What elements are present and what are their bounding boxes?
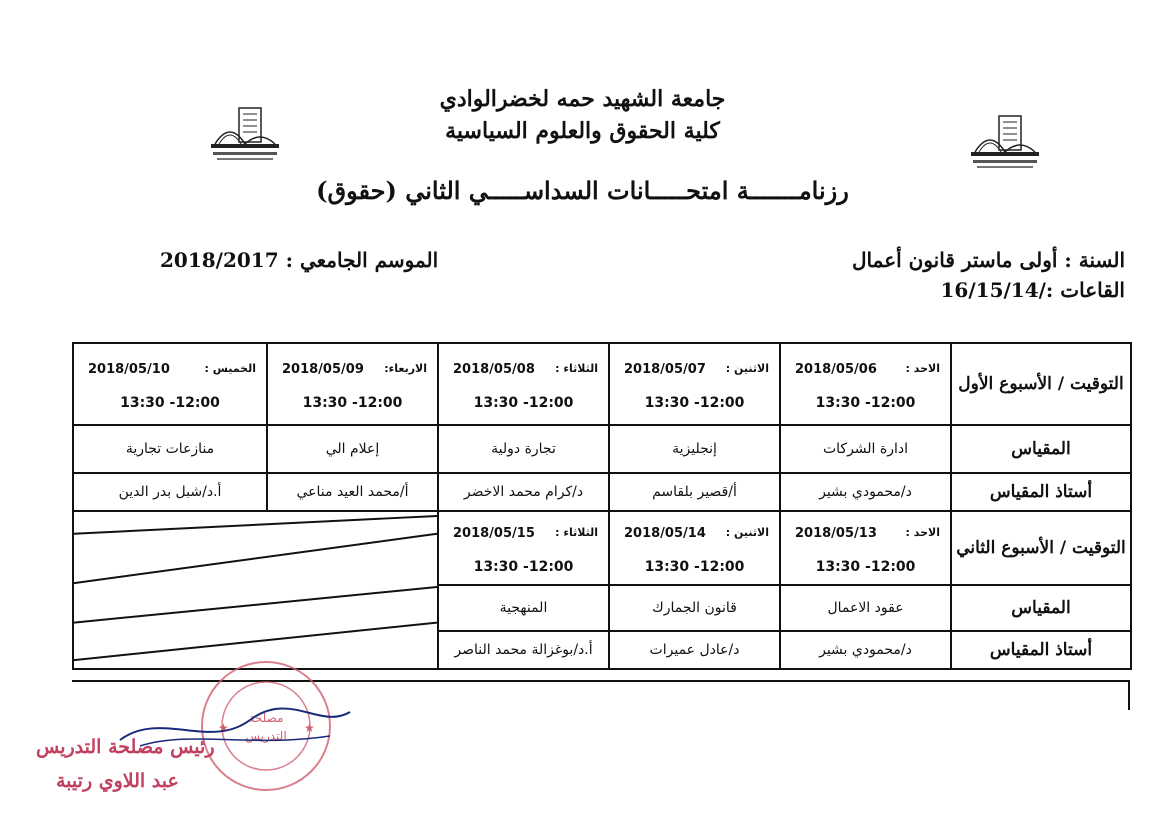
crossed-out-cells — [73, 511, 438, 669]
table-row — [73, 425, 1131, 473]
day-date: 2018/05/07 — [624, 361, 706, 377]
day-name: الخميس : — [204, 361, 256, 375]
row-label-week2: التوقيت / الأسبوع الثاني — [951, 511, 1131, 585]
professor-cell: أ.د/بوغزالة محمد الناصر — [438, 631, 609, 669]
day-date: 2018/05/08 — [453, 361, 535, 377]
day-cell — [438, 343, 609, 425]
row-label-week1: التوقيت / الأسبوع الأول — [951, 343, 1131, 425]
day-time: 13:30 -12:00 — [815, 558, 916, 575]
day-cell — [267, 343, 438, 425]
signature-title: رئيس مصلحة التدريس — [36, 736, 215, 758]
day-date: 2018/05/10 — [88, 361, 170, 377]
row-label-professor: أستاذ المقياس — [951, 631, 1131, 669]
exam-rooms: القاعات :/16/15/14 — [940, 278, 1125, 302]
day-name: الاحد : — [905, 525, 940, 539]
subject-cell: إنجليزية — [609, 425, 780, 473]
professor-cell: د/محمودي بشير — [780, 631, 951, 669]
day-date: 2018/05/09 — [282, 361, 364, 377]
table-row — [73, 343, 1131, 425]
table-row — [73, 473, 1131, 511]
day-time: 13:30 -12:00 — [120, 394, 220, 411]
day-time: 13:30 -12:00 — [473, 394, 574, 411]
subject-cell: قانون الجمارك — [609, 585, 780, 631]
day-time: 13:30 -12:00 — [644, 558, 745, 575]
professor-cell: د/عادل عميرات — [609, 631, 780, 669]
day-name: الثلاثاء : — [555, 525, 598, 539]
day-cell — [609, 343, 780, 425]
subject-cell: عقود الاعمال — [780, 585, 951, 631]
professor-cell: د/محمودي بشير — [780, 473, 951, 511]
row-label-subject: المقياس — [951, 585, 1131, 631]
professor-cell: أ.د/شبل بدر الدين — [73, 473, 267, 511]
day-name: الثلاثاء : — [555, 361, 598, 375]
svg-text:مصلحة: مصلحة — [248, 711, 284, 725]
day-cell — [609, 511, 780, 585]
professor-cell: د/كرام محمد الاخضر — [438, 473, 609, 511]
day-cell — [780, 511, 951, 585]
svg-text:التدريس: التدريس — [245, 729, 287, 743]
day-time: 13:30 -12:00 — [815, 394, 916, 411]
row-label-subject: المقياس — [951, 425, 1131, 473]
day-date: 2018/05/15 — [453, 525, 535, 541]
study-year: السنة : أولى ماستر قانون أعمال — [852, 248, 1125, 272]
subject-cell: تجارة دولية — [438, 425, 609, 473]
subject-cell: منازعات تجارية — [73, 425, 267, 473]
day-time: 13:30 -12:00 — [644, 394, 745, 411]
academic-season: الموسم الجامعي : 2018/2017 — [160, 248, 439, 272]
day-date: 2018/05/14 — [624, 525, 706, 541]
professor-cell: أ/محمد العيد مناعي — [267, 473, 438, 511]
signature-name: عبد اللاوي رتيبة — [56, 770, 179, 792]
table-row — [73, 511, 1131, 585]
subject-cell: المنهجية — [438, 585, 609, 631]
day-time: 13:30 -12:00 — [302, 394, 403, 411]
document-title: رزنامـــــــة امتحـــــانات السداســـــي الثاني (حقوق) — [316, 176, 849, 205]
day-cell — [73, 343, 267, 425]
day-name: الاثنين : — [725, 361, 769, 375]
svg-text:★: ★ — [218, 721, 229, 735]
faculty-name: كلية الحقوق والعلوم السياسية — [445, 118, 720, 144]
row-label-professor: أستاذ المقياس — [951, 473, 1131, 511]
university-name: جامعة الشهيد حمه لخضرالوادي — [439, 86, 726, 112]
exam-schedule-table — [72, 342, 1132, 670]
day-name: الاثنين : — [725, 525, 769, 539]
day-time: 13:30 -12:00 — [473, 558, 574, 575]
day-date: 2018/05/13 — [795, 525, 877, 541]
table-right-tail — [1128, 680, 1130, 710]
day-cell — [438, 511, 609, 585]
day-name: الاحد : — [905, 361, 940, 375]
day-date: 2018/05/06 — [795, 361, 877, 377]
day-cell — [780, 343, 951, 425]
subject-cell: ادارة الشركات — [780, 425, 951, 473]
svg-text:★: ★ — [304, 721, 315, 735]
day-name: الاربعاء: — [384, 361, 427, 375]
professor-cell: أ/قصير بلقاسم — [609, 473, 780, 511]
subject-cell: إعلام الي — [267, 425, 438, 473]
